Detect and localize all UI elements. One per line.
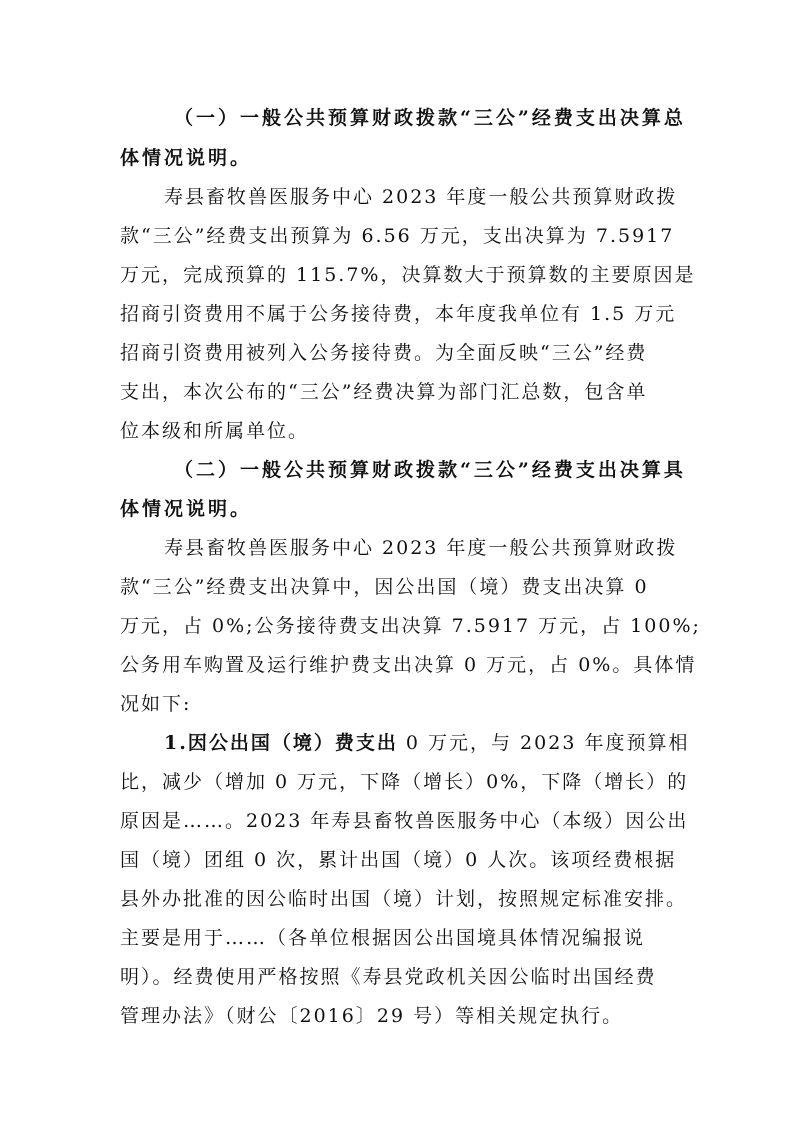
- section1-para-line: 招商引资费用被列入公务接待费。为全面反映“三公”经费: [120, 342, 648, 364]
- item1-first-line: [164, 731, 724, 755]
- item1-para-line: 比，减少（增加 0 万元，下降（增长）0%，下降（增长）的: [120, 771, 689, 793]
- section1-para-line: 寿县畜牧兽医服务中心 2023 年度一般公共预算财政拨: [164, 186, 678, 208]
- section1-para-line: 位本级和所属单位。: [120, 420, 310, 442]
- section2-para-line: 款“三公”经费支出决算中，因公出国（境）费支出决算 0: [120, 576, 649, 598]
- section1-para-line: 支出，本次公布的“三公”经费决算为部门汇总数，包含单: [120, 381, 648, 403]
- item1-para-line: 国（境）团组 0 次，累计出国（境）0 人次。该项经费根据: [120, 849, 677, 871]
- section1-para-line: 万元，完成预算的 115.7%，决算数大于预算数的主要原因是: [120, 264, 696, 286]
- item1-label: 1.因公出国（境）费支出: [164, 732, 398, 754]
- item1-para-line: 管理办法》（财公〔2016〕29 号）等相关规定执行。: [120, 1005, 624, 1027]
- section2-para-line: 况如下:: [120, 693, 192, 715]
- section2-para-line: 公务用车购置及运行维护费支出决算 0 万元，占 0%。具体情: [120, 654, 697, 676]
- section2-para-line: 寿县畜牧兽医服务中心 2023 年度一般公共预算财政拨: [164, 537, 678, 559]
- item1-para-line: 明）。经费使用严格按照《寿县党政机关因公临时出国经费: [120, 966, 657, 988]
- section1-heading-line1: （一）一般公共预算财政拨款“三公”经费支出决算总: [174, 107, 686, 129]
- item1-para-line: 县外办批准的因公临时出国（境）计划，按照规定标准安排。: [120, 888, 688, 910]
- item1-line1-rest: 0 万元，与 2023 年度预算相: [397, 732, 690, 754]
- section1-para-line: 招商引资费用不属于公务接待费，本年度我单位有 1.5 万元: [120, 303, 677, 325]
- section2-para-line: 万元，占 0%;公务接待费支出决算 7.5917 万元，占 100%;: [120, 615, 701, 637]
- section2-heading-line1: （二）一般公共预算财政拨款“三公”经费支出决算具: [174, 459, 686, 481]
- section1-heading-line2: 体情况说明。: [120, 147, 253, 169]
- item1-para-line: 原因是……。2023 年寿县畜牧兽医服务中心（本级）因公出: [120, 810, 689, 832]
- section1-para-line: 款“三公”经费支出预算为 6.56 万元，支出决算为 7.5917: [120, 225, 675, 247]
- section2-heading-line2: 体情况说明。: [120, 498, 253, 520]
- item1-para-line: 主要是用于……（各单位根据因公出国境具体情况编报说: [120, 927, 646, 949]
